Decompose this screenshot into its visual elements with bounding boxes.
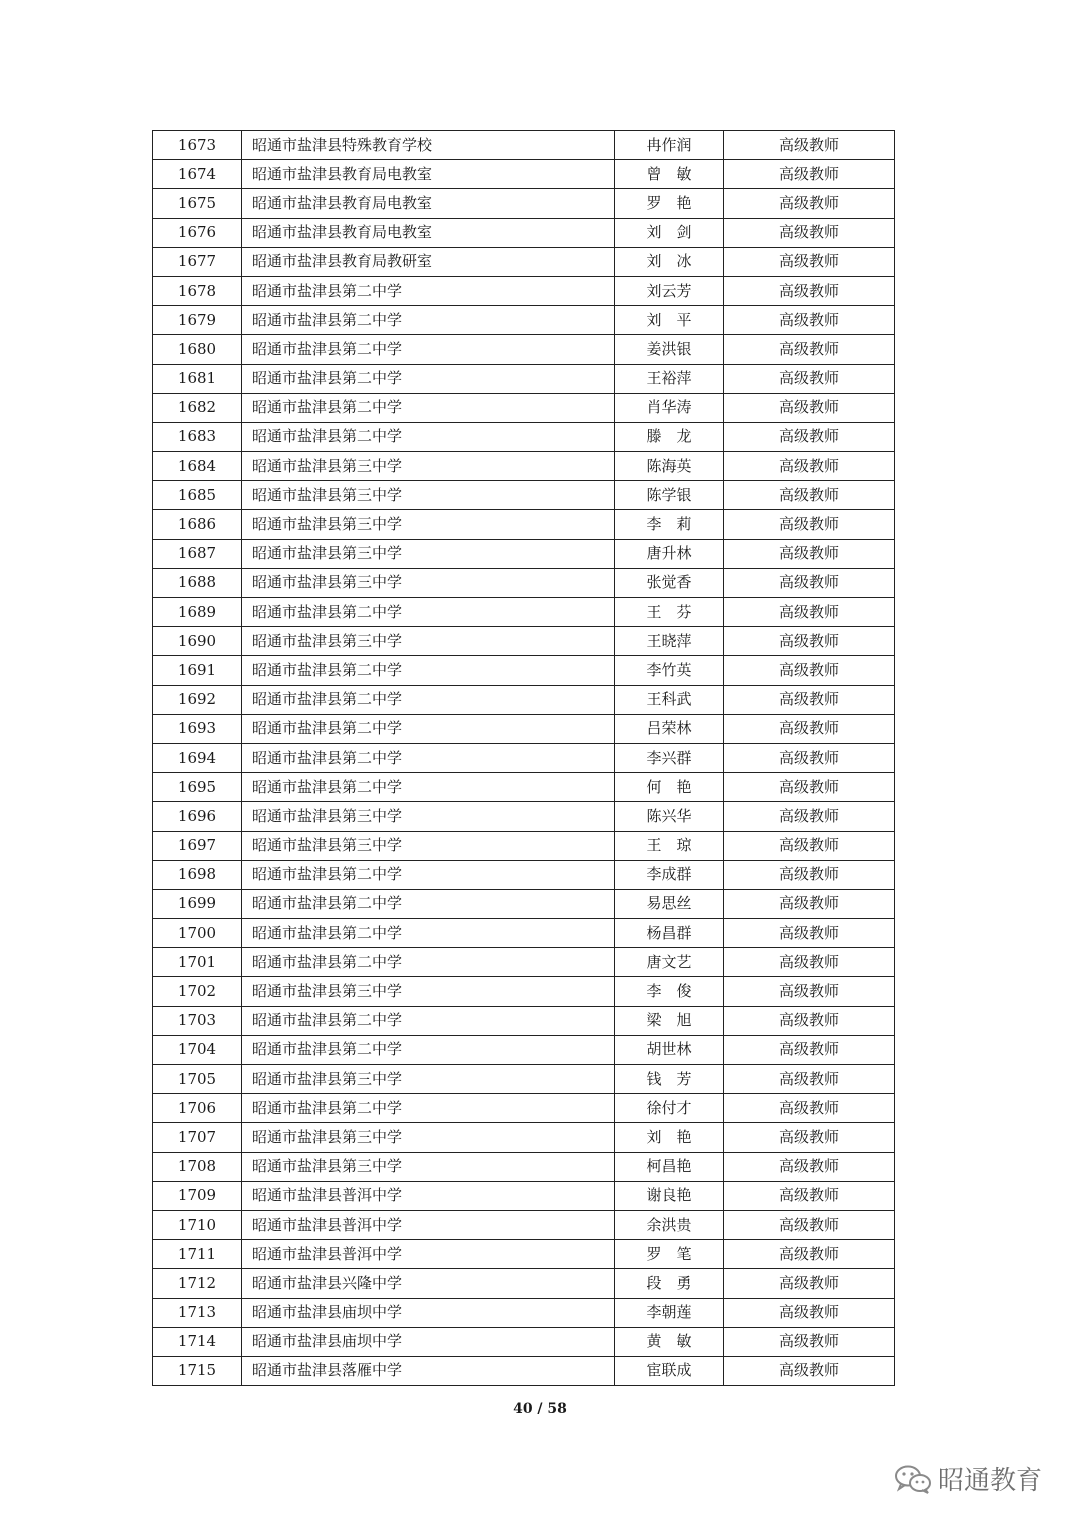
teacher-name-cell: 刘 剑 xyxy=(615,218,724,247)
professional-title-cell: 高级教师 xyxy=(724,948,895,977)
serial-number-cell: 1674 xyxy=(153,160,242,189)
teacher-name-cell: 段 勇 xyxy=(615,1269,724,1298)
professional-title-cell: 高级教师 xyxy=(724,977,895,1006)
serial-number-cell: 1680 xyxy=(153,335,242,364)
professional-title-cell: 高级教师 xyxy=(724,1035,895,1064)
account-watermark xyxy=(894,1460,1042,1497)
teacher-name-cell: 李 俊 xyxy=(615,977,724,1006)
teacher-name-cell: 李成群 xyxy=(615,860,724,889)
professional-title-cell: 高级教师 xyxy=(724,510,895,539)
work-unit-cell: 昭通市盐津县第二中学 xyxy=(242,919,615,948)
serial-number-cell: 1673 xyxy=(153,131,242,160)
serial-number-cell: 1691 xyxy=(153,656,242,685)
professional-title-cell: 高级教师 xyxy=(724,481,895,510)
work-unit-cell: 昭通市盐津县落雁中学 xyxy=(242,1356,615,1385)
table-row xyxy=(153,1123,895,1152)
work-unit-cell: 昭通市盐津县第二中学 xyxy=(242,393,615,422)
professional-title-cell: 高级教师 xyxy=(724,247,895,276)
serial-number-cell: 1698 xyxy=(153,860,242,889)
teacher-name-cell: 曾 敏 xyxy=(615,160,724,189)
serial-number-cell: 1692 xyxy=(153,685,242,714)
work-unit-cell: 昭通市盐津县第二中学 xyxy=(242,306,615,335)
teacher-name-cell: 刘 平 xyxy=(615,306,724,335)
serial-number-cell: 1677 xyxy=(153,247,242,276)
serial-number-cell: 1711 xyxy=(153,1240,242,1269)
work-unit-cell: 昭通市盐津县普洱中学 xyxy=(242,1210,615,1239)
professional-title-cell: 高级教师 xyxy=(724,452,895,481)
professional-title-cell: 高级教师 xyxy=(724,1006,895,1035)
professional-title-cell: 高级教师 xyxy=(724,598,895,627)
work-unit-cell: 昭通市盐津县第二中学 xyxy=(242,1035,615,1064)
table-row xyxy=(153,160,895,189)
table-row xyxy=(153,773,895,802)
teacher-name-cell: 易思丝 xyxy=(615,889,724,918)
table-row xyxy=(153,1035,895,1064)
serial-number-cell: 1703 xyxy=(153,1006,242,1035)
table-row xyxy=(153,685,895,714)
teacher-name-cell: 陈学银 xyxy=(615,481,724,510)
serial-number-cell: 1694 xyxy=(153,743,242,772)
table-row xyxy=(153,481,895,510)
professional-title-cell: 高级教师 xyxy=(724,656,895,685)
teacher-name-cell: 唐升林 xyxy=(615,539,724,568)
table-row xyxy=(153,1327,895,1356)
teacher-name-cell: 王 芬 xyxy=(615,598,724,627)
table-row xyxy=(153,218,895,247)
teacher-name-cell: 谢良艳 xyxy=(615,1181,724,1210)
work-unit-cell: 昭通市盐津县第三中学 xyxy=(242,627,615,656)
work-unit-cell: 昭通市盐津县第二中学 xyxy=(242,860,615,889)
table-row xyxy=(153,919,895,948)
work-unit-cell: 昭通市盐津县第三中学 xyxy=(242,831,615,860)
professional-title-cell: 高级教师 xyxy=(724,364,895,393)
table-row xyxy=(153,1210,895,1239)
table-row xyxy=(153,539,895,568)
teacher-name-cell: 吕荣林 xyxy=(615,714,724,743)
professional-title-cell: 高级教师 xyxy=(724,393,895,422)
teacher-name-cell: 梁 旭 xyxy=(615,1006,724,1035)
work-unit-cell: 昭通市盐津县第二中学 xyxy=(242,773,615,802)
work-unit-cell: 昭通市盐津县兴隆中学 xyxy=(242,1269,615,1298)
table-row xyxy=(153,860,895,889)
serial-number-cell: 1693 xyxy=(153,714,242,743)
teacher-name-cell: 钱 芳 xyxy=(615,1065,724,1094)
table-row xyxy=(153,306,895,335)
work-unit-cell: 昭通市盐津县庙坝中学 xyxy=(242,1298,615,1327)
work-unit-cell: 昭通市盐津县普洱中学 xyxy=(242,1240,615,1269)
teacher-name-cell: 王裕萍 xyxy=(615,364,724,393)
work-unit-cell: 昭通市盐津县第三中学 xyxy=(242,977,615,1006)
work-unit-cell: 昭通市盐津县第三中学 xyxy=(242,568,615,597)
serial-number-cell: 1704 xyxy=(153,1035,242,1064)
work-unit-cell: 昭通市盐津县第二中学 xyxy=(242,276,615,305)
table-row xyxy=(153,831,895,860)
teacher-name-cell: 刘 艳 xyxy=(615,1123,724,1152)
serial-number-cell: 1688 xyxy=(153,568,242,597)
table-row xyxy=(153,1269,895,1298)
table-row xyxy=(153,247,895,276)
serial-number-cell: 1682 xyxy=(153,393,242,422)
work-unit-cell: 昭通市盐津县第三中学 xyxy=(242,1123,615,1152)
work-unit-cell: 昭通市盐津县第二中学 xyxy=(242,948,615,977)
work-unit-cell: 昭通市盐津县第二中学 xyxy=(242,422,615,451)
teacher-name-cell: 刘 冰 xyxy=(615,247,724,276)
teacher-name-cell: 李 莉 xyxy=(615,510,724,539)
table-row xyxy=(153,452,895,481)
table-row xyxy=(153,948,895,977)
table-row xyxy=(153,1006,895,1035)
professional-title-cell: 高级教师 xyxy=(724,160,895,189)
work-unit-cell: 昭通市盐津县第二中学 xyxy=(242,1094,615,1123)
work-unit-cell: 昭通市盐津县教育局电教室 xyxy=(242,189,615,218)
teacher-name-cell: 王 琼 xyxy=(615,831,724,860)
table-row xyxy=(153,598,895,627)
serial-number-cell: 1707 xyxy=(153,1123,242,1152)
professional-title-cell: 高级教师 xyxy=(724,335,895,364)
serial-number-cell: 1702 xyxy=(153,977,242,1006)
teacher-name-cell: 李竹英 xyxy=(615,656,724,685)
table-row xyxy=(153,627,895,656)
work-unit-cell: 昭通市盐津县第二中学 xyxy=(242,1006,615,1035)
professional-title-cell: 高级教师 xyxy=(724,189,895,218)
table-row xyxy=(153,656,895,685)
professional-title-cell: 高级教师 xyxy=(724,1123,895,1152)
serial-number-cell: 1696 xyxy=(153,802,242,831)
work-unit-cell: 昭通市盐津县教育局电教室 xyxy=(242,218,615,247)
professional-title-cell: 高级教师 xyxy=(724,218,895,247)
table-row xyxy=(153,393,895,422)
serial-number-cell: 1714 xyxy=(153,1327,242,1356)
serial-number-cell: 1701 xyxy=(153,948,242,977)
work-unit-cell: 昭通市盐津县教育局电教室 xyxy=(242,160,615,189)
table-row xyxy=(153,568,895,597)
teacher-name-cell: 冉作润 xyxy=(615,131,724,160)
serial-number-cell: 1700 xyxy=(153,919,242,948)
teacher-name-cell: 陈海英 xyxy=(615,452,724,481)
serial-number-cell: 1708 xyxy=(153,1152,242,1181)
professional-title-cell: 高级教师 xyxy=(724,714,895,743)
professional-title-cell: 高级教师 xyxy=(724,773,895,802)
serial-number-cell: 1709 xyxy=(153,1181,242,1210)
watermark-text: 昭通教育 xyxy=(937,1466,1042,1496)
table-row xyxy=(153,510,895,539)
teacher-name-cell: 杨昌群 xyxy=(615,919,724,948)
work-unit-cell: 昭通市盐津县第三中学 xyxy=(242,1152,615,1181)
teacher-name-cell: 陈兴华 xyxy=(615,802,724,831)
professional-title-cell: 高级教师 xyxy=(724,627,895,656)
table-row xyxy=(153,422,895,451)
table-row xyxy=(153,1065,895,1094)
table-row xyxy=(153,889,895,918)
teacher-name-cell: 宦联成 xyxy=(615,1356,724,1385)
serial-number-cell: 1685 xyxy=(153,481,242,510)
teacher-name-cell: 刘云芳 xyxy=(615,276,724,305)
serial-number-cell: 1681 xyxy=(153,364,242,393)
serial-number-cell: 1697 xyxy=(153,831,242,860)
professional-title-cell: 高级教师 xyxy=(724,1152,895,1181)
teacher-name-cell: 罗 艳 xyxy=(615,189,724,218)
table-row xyxy=(153,364,895,393)
professional-title-cell: 高级教师 xyxy=(724,1269,895,1298)
table-row xyxy=(153,743,895,772)
professional-title-cell: 高级教师 xyxy=(724,802,895,831)
personnel-table-body xyxy=(153,131,895,1386)
table-row xyxy=(153,131,895,160)
work-unit-cell: 昭通市盐津县第二中学 xyxy=(242,889,615,918)
work-unit-cell: 昭通市盐津县第二中学 xyxy=(242,364,615,393)
table-row xyxy=(153,1152,895,1181)
table-row xyxy=(153,189,895,218)
personnel-table xyxy=(152,130,895,1386)
teacher-name-cell: 李朝莲 xyxy=(615,1298,724,1327)
serial-number-cell: 1686 xyxy=(153,510,242,539)
serial-number-cell: 1675 xyxy=(153,189,242,218)
work-unit-cell: 昭通市盐津县第三中学 xyxy=(242,802,615,831)
professional-title-cell: 高级教师 xyxy=(724,306,895,335)
table-row xyxy=(153,276,895,305)
work-unit-cell: 昭通市盐津县第三中学 xyxy=(242,510,615,539)
teacher-name-cell: 王科武 xyxy=(615,685,724,714)
teacher-name-cell: 滕 龙 xyxy=(615,422,724,451)
professional-title-cell: 高级教师 xyxy=(724,685,895,714)
professional-title-cell: 高级教师 xyxy=(724,1065,895,1094)
professional-title-cell: 高级教师 xyxy=(724,131,895,160)
serial-number-cell: 1679 xyxy=(153,306,242,335)
professional-title-cell: 高级教师 xyxy=(724,860,895,889)
professional-title-cell: 高级教师 xyxy=(724,1298,895,1327)
professional-title-cell: 高级教师 xyxy=(724,1181,895,1210)
table-row xyxy=(153,1181,895,1210)
work-unit-cell: 昭通市盐津县特殊教育学校 xyxy=(242,131,615,160)
teacher-name-cell: 唐文艺 xyxy=(615,948,724,977)
serial-number-cell: 1705 xyxy=(153,1065,242,1094)
professional-title-cell: 高级教师 xyxy=(724,1240,895,1269)
professional-title-cell: 高级教师 xyxy=(724,568,895,597)
work-unit-cell: 昭通市盐津县普洱中学 xyxy=(242,1181,615,1210)
teacher-name-cell: 王晓萍 xyxy=(615,627,724,656)
professional-title-cell: 高级教师 xyxy=(724,831,895,860)
teacher-name-cell: 余洪贵 xyxy=(615,1210,724,1239)
teacher-name-cell: 肖华涛 xyxy=(615,393,724,422)
table-row xyxy=(153,802,895,831)
teacher-name-cell: 张觉香 xyxy=(615,568,724,597)
teacher-name-cell: 姜洪银 xyxy=(615,335,724,364)
teacher-name-cell: 李兴群 xyxy=(615,743,724,772)
work-unit-cell: 昭通市盐津县第二中学 xyxy=(242,335,615,364)
professional-title-cell: 高级教师 xyxy=(724,919,895,948)
serial-number-cell: 1684 xyxy=(153,452,242,481)
work-unit-cell: 昭通市盐津县第二中学 xyxy=(242,685,615,714)
serial-number-cell: 1713 xyxy=(153,1298,242,1327)
professional-title-cell: 高级教师 xyxy=(724,422,895,451)
table-row xyxy=(153,1094,895,1123)
teacher-name-cell: 何 艳 xyxy=(615,773,724,802)
serial-number-cell: 1690 xyxy=(153,627,242,656)
page-number: 40 / 58 xyxy=(513,1401,567,1417)
teacher-name-cell: 罗 笔 xyxy=(615,1240,724,1269)
serial-number-cell: 1687 xyxy=(153,539,242,568)
serial-number-cell: 1678 xyxy=(153,276,242,305)
teacher-name-cell: 黄 敏 xyxy=(615,1327,724,1356)
table-row xyxy=(153,1240,895,1269)
work-unit-cell: 昭通市盐津县第二中学 xyxy=(242,656,615,685)
table-row xyxy=(153,1356,895,1385)
work-unit-cell: 昭通市盐津县第二中学 xyxy=(242,743,615,772)
work-unit-cell: 昭通市盐津县第三中学 xyxy=(242,481,615,510)
serial-number-cell: 1683 xyxy=(153,422,242,451)
teacher-name-cell: 徐付才 xyxy=(615,1094,724,1123)
table-row xyxy=(153,1298,895,1327)
professional-title-cell: 高级教师 xyxy=(724,1356,895,1385)
serial-number-cell: 1712 xyxy=(153,1269,242,1298)
work-unit-cell: 昭通市盐津县教育局教研室 xyxy=(242,247,615,276)
serial-number-cell: 1715 xyxy=(153,1356,242,1385)
work-unit-cell: 昭通市盐津县第三中学 xyxy=(242,539,615,568)
table-row xyxy=(153,714,895,743)
serial-number-cell: 1695 xyxy=(153,773,242,802)
professional-title-cell: 高级教师 xyxy=(724,276,895,305)
professional-title-cell: 高级教师 xyxy=(724,743,895,772)
teacher-name-cell: 柯昌艳 xyxy=(615,1152,724,1181)
teacher-name-cell: 胡世林 xyxy=(615,1035,724,1064)
work-unit-cell: 昭通市盐津县第三中学 xyxy=(242,452,615,481)
serial-number-cell: 1710 xyxy=(153,1210,242,1239)
professional-title-cell: 高级教师 xyxy=(724,539,895,568)
professional-title-cell: 高级教师 xyxy=(724,1210,895,1239)
professional-title-cell: 高级教师 xyxy=(724,1327,895,1356)
professional-title-cell: 高级教师 xyxy=(724,1094,895,1123)
serial-number-cell: 1706 xyxy=(153,1094,242,1123)
work-unit-cell: 昭通市盐津县第二中学 xyxy=(242,598,615,627)
professional-title-cell: 高级教师 xyxy=(724,889,895,918)
work-unit-cell: 昭通市盐津县庙坝中学 xyxy=(242,1327,615,1356)
table-row xyxy=(153,335,895,364)
serial-number-cell: 1676 xyxy=(153,218,242,247)
serial-number-cell: 1699 xyxy=(153,889,242,918)
work-unit-cell: 昭通市盐津县第三中学 xyxy=(242,1065,615,1094)
wechat-icon xyxy=(894,1464,932,1494)
serial-number-cell: 1689 xyxy=(153,598,242,627)
table-row xyxy=(153,977,895,1006)
work-unit-cell: 昭通市盐津县第二中学 xyxy=(242,714,615,743)
